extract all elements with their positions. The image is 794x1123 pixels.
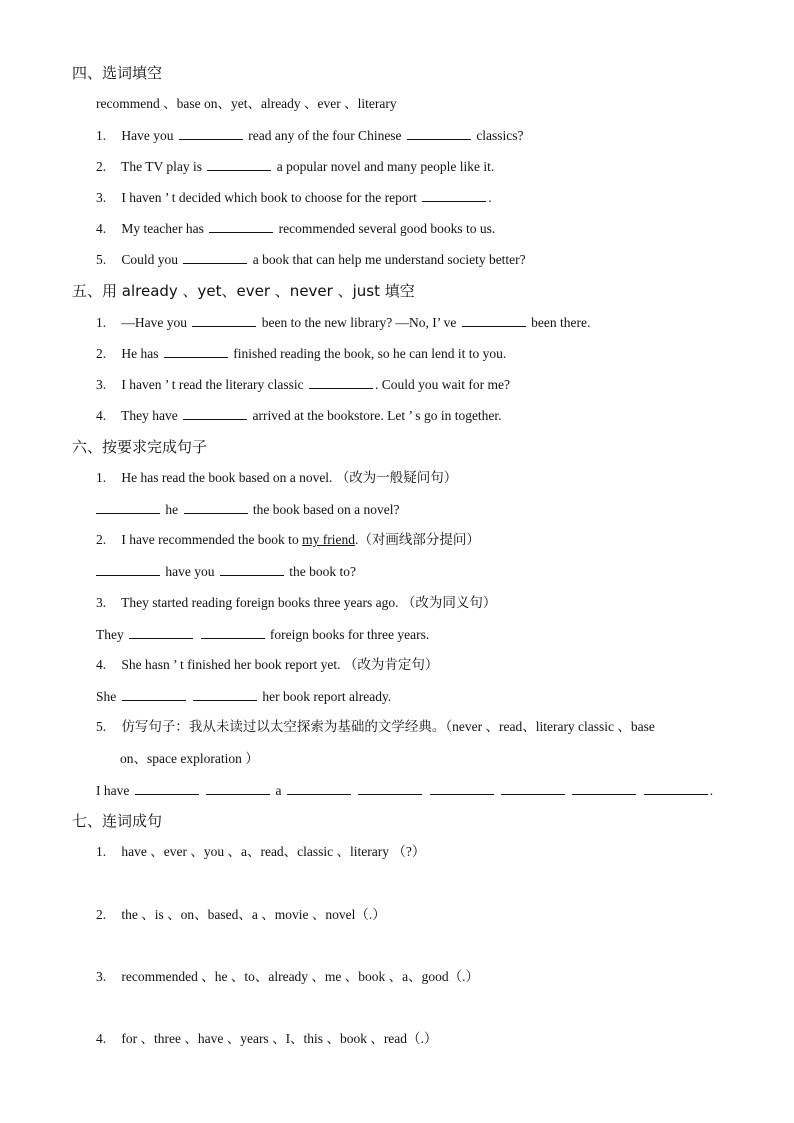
item-text: arrived at the bookstore. Let ’ s go in together. bbox=[252, 408, 502, 423]
answer-blank[interactable] bbox=[287, 781, 351, 795]
item-number: 3. bbox=[96, 595, 107, 610]
s6-answer-3 bbox=[96, 625, 429, 644]
answer-blank[interactable] bbox=[207, 157, 271, 171]
item-text: for 、three 、have 、years 、I、this 、book 、read（.） bbox=[121, 1031, 438, 1046]
item-number: 1. bbox=[96, 315, 107, 330]
s6-answer-5 bbox=[96, 781, 713, 800]
item-text: been there. bbox=[531, 315, 591, 330]
s5-item-1 bbox=[96, 313, 590, 332]
item-number: 5. bbox=[96, 719, 107, 734]
answer-blank[interactable] bbox=[135, 781, 199, 795]
item-text: My teacher has bbox=[121, 221, 204, 236]
item-text: . bbox=[354, 532, 359, 547]
s4-item-2 bbox=[96, 157, 494, 176]
answer-blank[interactable] bbox=[206, 781, 270, 795]
item-text: finished reading the book, so he can lend it to you. bbox=[233, 346, 507, 361]
item-text: the book to? bbox=[289, 564, 356, 579]
section-4-title: 四、选词填空 bbox=[72, 64, 163, 82]
answer-blank[interactable] bbox=[179, 126, 243, 140]
answer-blank[interactable] bbox=[430, 781, 494, 795]
s7-item-3 bbox=[96, 968, 479, 986]
s6-answer-2 bbox=[96, 562, 356, 581]
answer-blank[interactable] bbox=[183, 406, 247, 420]
item-text: he bbox=[165, 502, 179, 517]
item-number: 2. bbox=[96, 907, 107, 922]
item-number: 1. bbox=[96, 470, 107, 485]
answer-blank[interactable] bbox=[462, 313, 526, 327]
word-bank: recommend 、base on、yet、already 、ever 、literary bbox=[96, 96, 397, 111]
s6-question-4 bbox=[96, 656, 438, 674]
item-text: The TV play is bbox=[121, 159, 203, 174]
item-text: a popular novel and many people like it. bbox=[276, 159, 495, 174]
answer-blank[interactable] bbox=[220, 562, 284, 576]
item-text: the 、is 、on、based、a 、movie 、novel（.） bbox=[121, 907, 386, 922]
s4-item-4 bbox=[96, 219, 495, 238]
instruction-note: （改为肯定句） bbox=[343, 657, 439, 673]
item-text: They bbox=[96, 627, 124, 642]
answer-blank[interactable] bbox=[201, 625, 265, 639]
answer-blank[interactable] bbox=[183, 250, 247, 264]
item-text: Could you bbox=[121, 252, 179, 267]
item-text: classics? bbox=[476, 128, 524, 143]
item-text: She hasn ’ t finished her book report yet. bbox=[121, 657, 341, 672]
answer-blank[interactable] bbox=[193, 687, 257, 701]
s4-item-1 bbox=[96, 126, 524, 145]
item-number: 3. bbox=[96, 377, 107, 392]
item-text: —Have you bbox=[121, 315, 187, 330]
s6-question-3 bbox=[96, 594, 496, 612]
answer-blank[interactable] bbox=[358, 781, 422, 795]
item-text: read any of the four Chinese bbox=[248, 128, 402, 143]
item-number: 2. bbox=[96, 346, 107, 361]
item-number: 1. bbox=[96, 844, 107, 859]
item-text: He has read the book based on a novel. bbox=[121, 470, 333, 485]
s5-item-2 bbox=[96, 344, 506, 363]
item-text: a bbox=[275, 783, 282, 798]
item-text: a book that can help me understand society better? bbox=[252, 252, 526, 267]
instruction-note: （对画线部分提问） bbox=[358, 532, 480, 548]
answer-blank[interactable] bbox=[501, 781, 565, 795]
s6-answer-1 bbox=[96, 500, 399, 519]
word-hint: on、space exploration ） bbox=[120, 751, 259, 766]
underlined-phrase: my friend bbox=[302, 532, 355, 547]
item-text: They started reading foreign books three years ago. bbox=[121, 595, 399, 610]
s6-question-5-cont bbox=[120, 750, 259, 768]
answer-blank[interactable] bbox=[96, 500, 160, 514]
answer-blank[interactable] bbox=[309, 375, 373, 389]
answer-blank[interactable] bbox=[644, 781, 708, 795]
item-text: been to the new library? —No, I’ ve bbox=[261, 315, 457, 330]
answer-blank[interactable] bbox=[192, 313, 256, 327]
s5-item-4 bbox=[96, 406, 502, 425]
item-text: . bbox=[709, 783, 714, 798]
answer-blank[interactable] bbox=[572, 781, 636, 795]
item-number: 4. bbox=[96, 657, 107, 672]
item-number: 2. bbox=[96, 532, 107, 547]
instruction-note: （改为一般疑问句） bbox=[335, 470, 458, 486]
answer-blank[interactable] bbox=[209, 219, 273, 233]
item-text: I have recommended the book to bbox=[121, 532, 299, 547]
s4-item-3 bbox=[96, 188, 492, 207]
item-number: 3. bbox=[96, 190, 107, 205]
item-text: her book report already. bbox=[262, 689, 392, 704]
section-7-title: 七、连词成句 bbox=[72, 812, 163, 830]
answer-blank[interactable] bbox=[422, 188, 486, 202]
item-text: foreign books for three years. bbox=[269, 627, 430, 642]
section-6-title: 六、按要求完成句子 bbox=[72, 438, 208, 456]
item-text: Have you bbox=[121, 128, 174, 143]
item-number: 4. bbox=[96, 408, 107, 423]
item-text: . bbox=[488, 190, 492, 205]
item-number: 5. bbox=[96, 252, 107, 267]
word-hint: （never 、read、literary classic 、base bbox=[445, 719, 655, 734]
item-number: 2. bbox=[96, 159, 107, 174]
item-text: I haven ’ t decided which book to choose for the report bbox=[121, 190, 417, 205]
s5-item-3 bbox=[96, 375, 510, 394]
item-text: recommended several good books to us. bbox=[278, 221, 496, 236]
answer-blank[interactable] bbox=[96, 562, 160, 576]
item-text: He has bbox=[121, 346, 159, 361]
answer-blank[interactable] bbox=[129, 625, 193, 639]
s6-question-1 bbox=[96, 469, 457, 487]
item-text: I have bbox=[96, 783, 130, 798]
item-text: recommended 、he 、to、already 、me 、book 、a、good（.） bbox=[121, 969, 480, 984]
s7-item-4 bbox=[96, 1030, 437, 1048]
instruction-chinese: 仿写句子：我从未读过以太空探索为基础的文学经典。 bbox=[121, 719, 446, 735]
instruction-note: （改为同义句） bbox=[401, 595, 497, 611]
item-text: have you bbox=[165, 564, 215, 579]
item-text: the book based on a novel? bbox=[252, 502, 400, 517]
answer-blank[interactable] bbox=[407, 126, 471, 140]
item-text: have 、ever 、you 、a、read、classic 、literary （?） bbox=[121, 844, 426, 859]
item-text: I haven ’ t read the literary classic bbox=[121, 377, 304, 392]
item-number: 3. bbox=[96, 969, 107, 984]
item-text: . Could you wait for me? bbox=[375, 377, 511, 392]
answer-blank[interactable] bbox=[122, 687, 186, 701]
answer-blank[interactable] bbox=[164, 344, 228, 358]
item-number: 1. bbox=[96, 128, 107, 143]
s7-item-1 bbox=[96, 843, 425, 861]
item-number: 4. bbox=[96, 1031, 107, 1046]
item-text: She bbox=[96, 689, 117, 704]
item-number: 4. bbox=[96, 221, 107, 236]
section-5-title: 五、用 already 、yet、ever 、never 、just 填空 bbox=[72, 282, 415, 300]
s4-item-5 bbox=[96, 250, 526, 269]
s6-question-5 bbox=[96, 718, 655, 736]
s6-question-2 bbox=[96, 531, 480, 549]
item-text: They have bbox=[121, 408, 178, 423]
answer-blank[interactable] bbox=[184, 500, 248, 514]
s6-answer-4 bbox=[96, 687, 391, 706]
s7-item-2 bbox=[96, 906, 386, 924]
